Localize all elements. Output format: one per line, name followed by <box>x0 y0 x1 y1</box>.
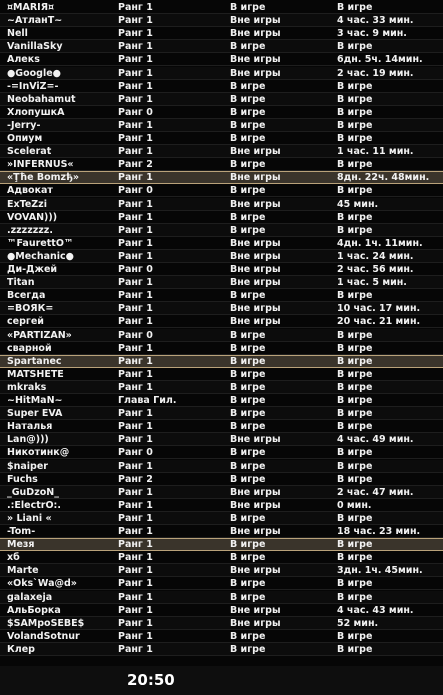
member-name: ~АтланТ~ <box>7 15 63 27</box>
member-last-seen: В игре <box>337 460 373 472</box>
member-name: Никотинк@ <box>7 447 70 459</box>
member-row[interactable] <box>0 27 443 40</box>
member-name: MATSHETE <box>7 368 64 380</box>
member-row[interactable] <box>0 40 443 53</box>
member-rank: Ранг 1 <box>118 198 153 210</box>
member-row[interactable] <box>0 53 443 66</box>
member-last-seen: В игре <box>337 512 373 524</box>
member-name: «PARTIZAN» <box>7 329 72 341</box>
member-last-seen: 1 час. 11 мин. <box>337 146 414 158</box>
member-name: сварной <box>7 342 52 354</box>
member-location: В игре <box>230 2 266 13</box>
member-name: ●Mechanic● <box>7 250 74 262</box>
member-name: VOVAN))) <box>7 211 58 223</box>
member-name: Адвокат <box>7 185 53 197</box>
member-last-seen: В игре <box>337 119 373 131</box>
member-location: Вне игры <box>230 565 281 577</box>
member-last-seen: 1 час. 5 мин. <box>337 277 407 289</box>
member-last-seen: 4 час. 33 мин. <box>337 15 414 27</box>
member-location: В игре <box>230 93 266 105</box>
member-rank: Ранг 1 <box>118 381 153 393</box>
member-name: ¤MARIЯ¤ <box>7 2 55 13</box>
member-last-seen: В игре <box>337 447 373 459</box>
member-name: VolandSotnur <box>7 630 80 642</box>
member-location: Вне игры <box>230 526 281 537</box>
member-row[interactable] <box>0 473 443 486</box>
member-row[interactable] <box>0 342 443 355</box>
member-row[interactable] <box>0 381 443 394</box>
member-last-seen: 4 час. 43 мин. <box>337 604 414 616</box>
member-last-seen: В игре <box>337 211 373 223</box>
member-name: Lan@))) <box>7 434 49 446</box>
member-last-seen: В игре <box>337 41 373 53</box>
member-row[interactable] <box>0 433 443 446</box>
member-rank: Ранг 1 <box>118 146 153 158</box>
member-location: В игре <box>230 133 266 144</box>
member-rank: Ранг 1 <box>118 28 153 40</box>
member-row[interactable] <box>0 460 443 473</box>
member-location: Вне игры <box>230 486 281 498</box>
member-row[interactable] <box>0 591 443 604</box>
member-name: «Ţħe Bomzђ» <box>7 172 79 184</box>
member-row[interactable] <box>0 198 443 211</box>
member-location: В игре <box>230 473 266 485</box>
member-rank: Ранг 1 <box>118 486 153 498</box>
member-location: В игре <box>230 421 266 433</box>
member-row[interactable] <box>0 604 443 617</box>
member-row[interactable] <box>0 368 443 381</box>
member-last-seen: 3 час. 9 мин. <box>337 28 407 40</box>
member-rank: Ранг 1 <box>118 303 153 315</box>
member-last-seen: 3дн. 1ч. 45мин. <box>337 565 423 577</box>
member-row[interactable] <box>0 80 443 93</box>
member-row[interactable] <box>0 564 443 577</box>
member-rank: Ранг 1 <box>118 421 153 433</box>
member-rank: Ранг 1 <box>118 342 153 354</box>
status-bar <box>0 666 443 695</box>
member-row[interactable] <box>0 289 443 302</box>
clock: 20:50 <box>127 671 175 689</box>
member-last-seen: 2 час. 56 мин. <box>337 264 414 275</box>
member-location: В игре <box>230 159 266 171</box>
member-name: Neobahamut <box>7 93 76 105</box>
member-row[interactable] <box>0 145 443 158</box>
member-location: В игре <box>230 106 266 118</box>
member-last-seen: В игре <box>337 381 373 393</box>
member-name: ХлопушкА <box>7 106 65 118</box>
member-row[interactable] <box>0 67 443 80</box>
member-last-seen: В игре <box>337 368 373 380</box>
member-name: Super EVA <box>7 408 63 420</box>
member-last-seen: В игре <box>337 159 373 171</box>
member-row[interactable] <box>0 302 443 315</box>
member-rank: Ранг 1 <box>118 54 153 66</box>
member-last-seen: 20 час. 21 мин. <box>337 316 421 328</box>
member-name: .zzzzzzz. <box>7 224 53 236</box>
member-rank: Ранг 1 <box>118 277 153 289</box>
member-location: В игре <box>230 578 266 590</box>
member-last-seen: 0 мин. <box>337 499 372 511</box>
member-rank: Ранг 1 <box>118 250 153 262</box>
member-last-seen: В игре <box>337 473 373 485</box>
member-last-seen: 1 час. 24 мин. <box>337 250 414 262</box>
member-name: ●Google● <box>7 67 61 79</box>
member-last-seen: В игре <box>337 224 373 236</box>
member-rank: Ранг 1 <box>118 80 153 92</box>
member-name: Marte <box>7 565 39 577</box>
member-last-seen: 18 час. 23 мин. <box>337 526 421 537</box>
member-row[interactable] <box>0 394 443 407</box>
member-last-seen: В игре <box>337 395 373 406</box>
member-rank: Ранг 1 <box>118 565 153 577</box>
member-last-seen: В игре <box>337 408 373 420</box>
member-last-seen: В игре <box>337 552 373 564</box>
member-row[interactable] <box>0 315 443 328</box>
member-location: Вне игры <box>230 316 281 328</box>
member-rank: Ранг 1 <box>118 2 153 13</box>
member-last-seen: 4 час. 49 мин. <box>337 434 414 446</box>
member-location: Вне игры <box>230 277 281 289</box>
member-rank: Ранг 0 <box>118 185 153 197</box>
member-rank: Ранг 1 <box>118 434 153 446</box>
member-location: В игре <box>230 329 266 341</box>
member-row-selected[interactable] <box>0 171 443 184</box>
member-location: В игре <box>230 211 266 223</box>
member-last-seen: В игре <box>337 591 373 603</box>
member-rank: Ранг 1 <box>118 552 153 564</box>
member-location: В игре <box>230 630 266 642</box>
member-row[interactable] <box>0 276 443 289</box>
member-row-selected[interactable] <box>0 355 443 368</box>
member-rank: Ранг 1 <box>118 643 153 655</box>
member-row[interactable] <box>0 446 443 459</box>
member-row[interactable] <box>0 119 443 132</box>
member-name: Ди-Джей <box>7 264 58 275</box>
member-row[interactable] <box>0 106 443 119</box>
member-rank: Глава Гил. <box>118 395 177 406</box>
member-rank: Ранг 0 <box>118 329 153 341</box>
member-last-seen: В игре <box>337 342 373 354</box>
member-rank: Ранг 0 <box>118 447 153 459</box>
member-name: Клер <box>7 643 35 655</box>
member-location: Вне игры <box>230 15 281 27</box>
member-rank: Ранг 1 <box>118 539 153 551</box>
member-name: -=InViZ=- <box>7 80 59 92</box>
member-rank: Ранг 1 <box>118 211 153 223</box>
member-location: В игре <box>230 342 266 354</box>
member-last-seen: В игре <box>337 329 373 341</box>
member-location: Вне игры <box>230 146 281 158</box>
member-last-seen: 6дн. 5ч. 14мин. <box>337 54 423 66</box>
member-last-seen: 2 час. 19 мин. <box>337 67 414 79</box>
member-last-seen: 2 час. 47 мин. <box>337 486 414 498</box>
member-rank: Ранг 1 <box>118 355 153 367</box>
member-location: В игре <box>230 368 266 380</box>
member-last-seen: В игре <box>337 539 373 551</box>
member-last-seen: 10 час. 17 мин. <box>337 303 421 315</box>
member-last-seen: 45 мин. <box>337 198 379 210</box>
member-location: Вне игры <box>230 54 281 66</box>
member-name: -Tom- <box>7 526 36 537</box>
member-rank: Ранг 1 <box>118 119 153 131</box>
member-row[interactable] <box>0 211 443 224</box>
member-location: Вне игры <box>230 237 281 249</box>
member-row[interactable] <box>0 184 443 197</box>
member-name: ~HitMaN~ <box>7 395 63 406</box>
member-name: Fuchs <box>7 473 38 485</box>
member-row[interactable] <box>0 158 443 171</box>
member-name: $naiper <box>7 460 48 472</box>
member-name: _GuDzoN_ <box>7 486 59 498</box>
member-row-selected[interactable] <box>0 538 443 551</box>
member-name: xб <box>7 552 20 564</box>
member-row[interactable] <box>0 525 443 538</box>
member-last-seen: В игре <box>337 2 373 13</box>
member-rank: Ранг 1 <box>118 172 153 184</box>
member-row[interactable] <box>0 512 443 525</box>
member-location: Вне игры <box>230 303 281 315</box>
member-rank: Ранг 1 <box>118 604 153 616</box>
member-location: В игре <box>230 41 266 53</box>
member-location: Вне игры <box>230 28 281 40</box>
member-rank: Ранг 1 <box>118 133 153 144</box>
member-name: ExTeZzi <box>7 198 47 210</box>
member-location: Вне игры <box>230 499 281 511</box>
member-row[interactable] <box>0 329 443 342</box>
member-location: В игре <box>230 185 266 197</box>
member-last-seen: В игре <box>337 290 373 302</box>
member-last-seen: 4дн. 1ч. 11мин. <box>337 237 423 249</box>
member-last-seen: В игре <box>337 106 373 118</box>
member-last-seen: В игре <box>337 643 373 655</box>
member-rank: Ранг 1 <box>118 93 153 105</box>
member-rank: Ранг 1 <box>118 41 153 53</box>
member-rank: Ранг 1 <box>118 67 153 79</box>
member-rank: Ранг 1 <box>118 578 153 590</box>
member-name: »INFERNUS« <box>7 159 74 171</box>
member-name: АльБорка <box>7 604 61 616</box>
member-last-seen: В игре <box>337 355 373 367</box>
member-location: В игре <box>230 80 266 92</box>
member-location: Вне игры <box>230 198 281 210</box>
member-location: В игре <box>230 290 266 302</box>
member-rank: Ранг 1 <box>118 512 153 524</box>
member-name: Наталья <box>7 421 53 433</box>
member-location: Вне игры <box>230 604 281 616</box>
member-name: .:ElectrO:. <box>7 499 61 511</box>
member-last-seen: В игре <box>337 630 373 642</box>
member-location: В игре <box>230 224 266 236</box>
member-name: mkraks <box>7 381 47 393</box>
member-row[interactable] <box>0 263 443 276</box>
member-rank: Ранг 1 <box>118 617 153 629</box>
member-rank: Ранг 1 <box>118 15 153 27</box>
member-row[interactable] <box>0 617 443 630</box>
member-row[interactable] <box>0 551 443 564</box>
member-name: сергей <box>7 316 44 328</box>
member-row[interactable] <box>0 486 443 499</box>
member-row[interactable] <box>0 250 443 263</box>
member-last-seen: В игре <box>337 578 373 590</box>
member-location: В игре <box>230 408 266 420</box>
member-last-seen: 52 мин. <box>337 617 379 629</box>
member-location: В игре <box>230 395 266 406</box>
member-location: В игре <box>230 447 266 459</box>
member-rank: Ранг 1 <box>118 368 153 380</box>
member-row[interactable] <box>0 237 443 250</box>
member-location: В игре <box>230 512 266 524</box>
member-last-seen: В игре <box>337 421 373 433</box>
member-row[interactable] <box>0 499 443 512</box>
member-rank: Ранг 1 <box>118 408 153 420</box>
member-location: В игре <box>230 460 266 472</box>
member-rank: Ранг 1 <box>118 290 153 302</box>
member-row[interactable] <box>0 1 443 14</box>
member-row[interactable] <box>0 14 443 27</box>
member-name: «Oks`Wa@d» <box>7 578 77 590</box>
member-name: ™FaurettO™ <box>7 237 74 249</box>
member-rank: Ранг 1 <box>118 591 153 603</box>
member-name: Мезя <box>7 539 35 551</box>
member-name: Nell <box>7 28 28 40</box>
member-location: Вне игры <box>230 434 281 446</box>
member-row[interactable] <box>0 643 443 656</box>
member-location: В игре <box>230 591 266 603</box>
member-name: Titan <box>7 277 35 289</box>
member-location: Вне игры <box>230 250 281 262</box>
member-rank: Ранг 2 <box>118 159 153 171</box>
member-location: Вне игры <box>230 172 281 184</box>
member-name: Опиум <box>7 133 43 144</box>
member-name: » Liani « <box>7 512 52 524</box>
member-rank: Ранг 1 <box>118 630 153 642</box>
member-rank: Ранг 2 <box>118 473 153 485</box>
member-rank: Ранг 1 <box>118 526 153 537</box>
member-last-seen: В игре <box>337 93 373 105</box>
member-location: В игре <box>230 381 266 393</box>
member-location: В игре <box>230 355 266 367</box>
member-rank: Ранг 1 <box>118 224 153 236</box>
member-location: Вне игры <box>230 264 281 275</box>
member-row[interactable] <box>0 577 443 590</box>
member-row[interactable] <box>0 224 443 237</box>
member-name: Всегда <box>7 290 46 302</box>
member-location: Вне игры <box>230 67 281 79</box>
member-name: -Jerry- <box>7 119 41 131</box>
member-row[interactable] <box>0 407 443 420</box>
member-name: $SAMpoSEBE$ <box>7 617 85 629</box>
member-location: В игре <box>230 643 266 655</box>
member-row[interactable] <box>0 420 443 433</box>
member-last-seen: В игре <box>337 185 373 197</box>
member-name: galaxeja <box>7 591 53 603</box>
member-rank: Ранг 1 <box>118 499 153 511</box>
member-name: =ВОЯК= <box>7 303 54 315</box>
member-name: Алекs <box>7 54 40 66</box>
member-location: В игре <box>230 539 266 551</box>
member-rank: Ранг 1 <box>118 316 153 328</box>
member-row[interactable] <box>0 630 443 643</box>
member-name: Spartanec <box>7 355 62 367</box>
member-name: Scelerat <box>7 146 52 158</box>
member-rank: Ранг 0 <box>118 106 153 118</box>
member-rank: Ранг 1 <box>118 460 153 472</box>
member-location: В игре <box>230 552 266 564</box>
member-row[interactable] <box>0 132 443 145</box>
member-name: VanillaSky <box>7 41 63 53</box>
member-rank: Ранг 1 <box>118 237 153 249</box>
member-row[interactable] <box>0 93 443 106</box>
member-last-seen: 8дн. 22ч. 48мин. <box>337 172 430 184</box>
member-last-seen: В игре <box>337 80 373 92</box>
member-rank: Ранг 0 <box>118 264 153 275</box>
member-location: Вне игры <box>230 617 281 629</box>
member-location: В игре <box>230 119 266 131</box>
member-last-seen: В игре <box>337 133 373 144</box>
